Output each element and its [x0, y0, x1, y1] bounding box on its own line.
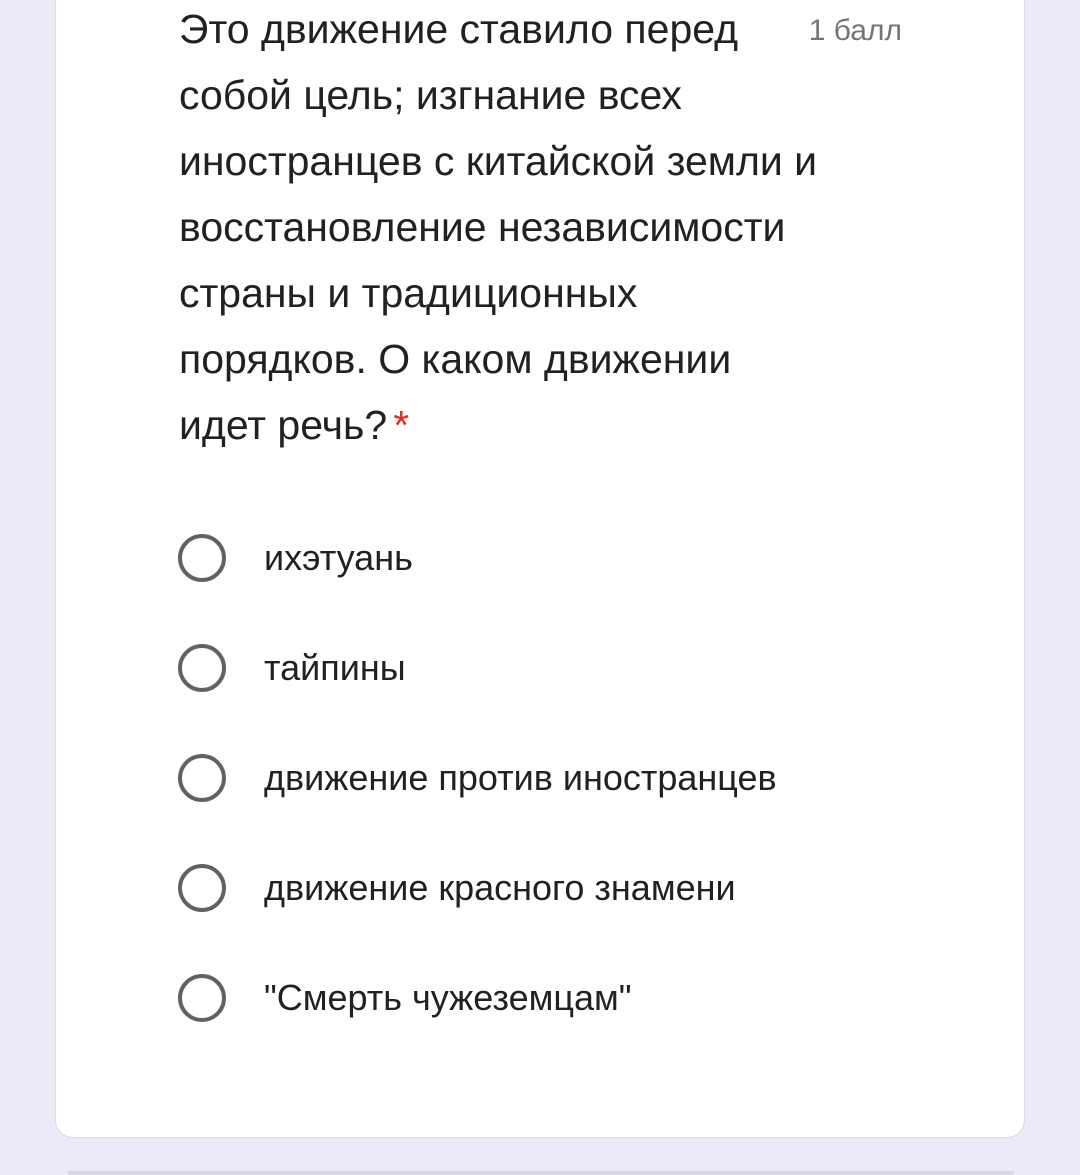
points-label: 1 балл [808, 14, 902, 47]
required-asterisk: * [393, 402, 410, 448]
radio-button[interactable] [178, 754, 226, 802]
option-item-red-banner[interactable] [178, 833, 1038, 943]
option-item-ihetuan[interactable] [178, 503, 1038, 613]
question-line: иностранцев с китайской земли и [179, 138, 818, 184]
question-line: порядков. О каком движении [179, 336, 732, 382]
options-list [178, 503, 1038, 1053]
radio-button[interactable] [178, 534, 226, 582]
question-line: страны и традиционных [179, 270, 638, 316]
question-text [179, 0, 899, 458]
option-label: ихэтуань [264, 537, 413, 578]
radio-button[interactable] [178, 864, 226, 912]
option-item-anti-foreigners[interactable] [178, 723, 1038, 833]
radio-button[interactable] [178, 644, 226, 692]
question-line: собой цель; изгнание всех [179, 72, 682, 118]
next-card-edge [68, 1171, 1014, 1175]
option-label: движение красного знамени [264, 867, 736, 908]
option-label: тайпины [264, 647, 406, 688]
option-item-death-to-foreigners[interactable] [178, 943, 1038, 1053]
question-line: идет речь? [179, 402, 388, 448]
question-card [55, 0, 1025, 1138]
option-label: "Смерть чужеземцам" [264, 977, 632, 1018]
question-line: Это движение ставило перед [179, 6, 739, 52]
radio-button[interactable] [178, 974, 226, 1022]
question-line: восстановление независимости [179, 204, 786, 250]
option-item-taipings[interactable] [178, 613, 1038, 723]
option-label: движение против иностранцев [264, 757, 777, 798]
